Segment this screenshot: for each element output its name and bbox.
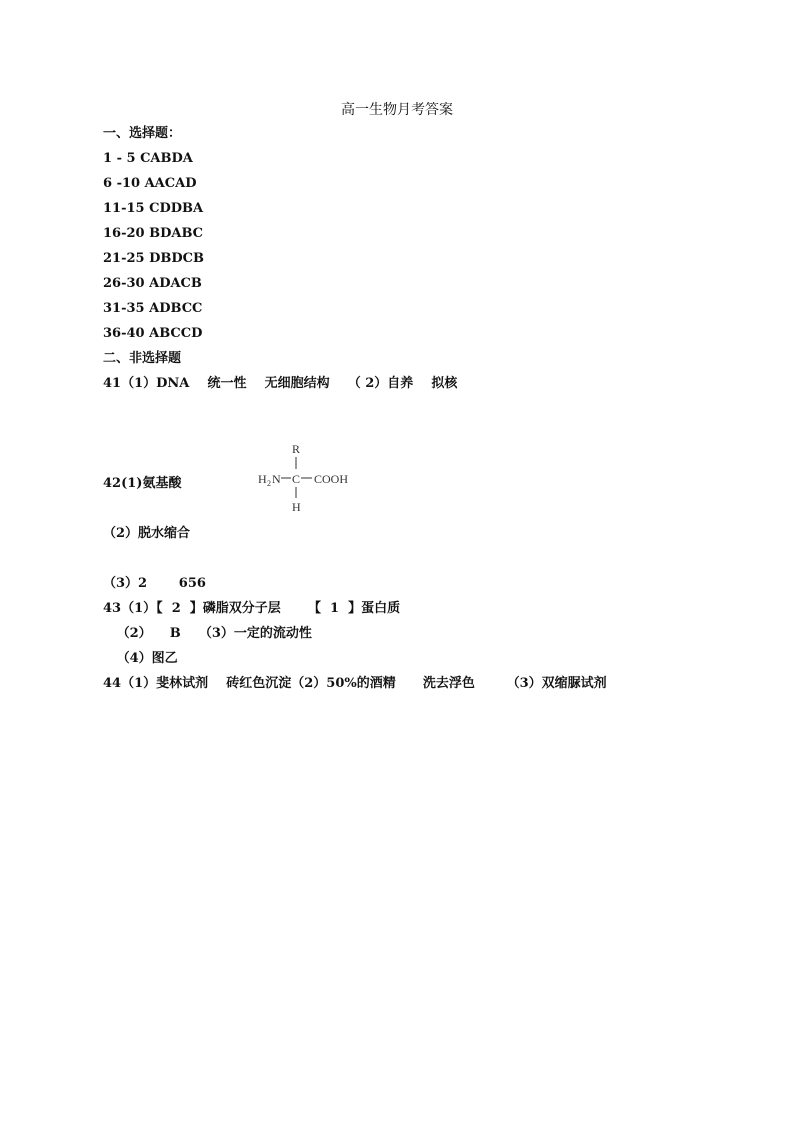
answer-line: 16-20 BDABC [103, 226, 204, 241]
formula-r-group: R [292, 442, 301, 456]
answer-q43-1: 43（1）【 2 】磷脂双分子层 【 1 】蛋白质 [103, 601, 401, 616]
answer-q41: 41（1）DNA 统一性 无细胞结构 （ 2）自养 拟核 [103, 376, 458, 391]
answer-line: 21-25 DBDCB [103, 251, 204, 266]
choice-heading: 一、选择题： [103, 126, 182, 141]
formula-subscript: 2 [267, 479, 271, 488]
answer-q42-3: （3）2 656 [103, 576, 206, 591]
formula-carboxyl: COOH [314, 472, 349, 486]
answer-line: 6 -10 AACAD [103, 176, 197, 191]
formula-n: N [272, 472, 281, 486]
answer-q43-2: （2） B （3）一定的流动性 [103, 626, 312, 641]
answer-line: 31-35 ADBCC [103, 301, 203, 316]
amino-acid-structural-formula [255, 440, 355, 515]
answer-q43-4: （4）图乙 [103, 651, 178, 666]
nonchoice-heading: 二、非选择题 [103, 351, 182, 366]
formula-carbon: C [292, 472, 301, 486]
page-title: 高一生物月考答案 [341, 102, 453, 118]
answer-q42-1: 42(1)氨基酸 [103, 476, 182, 491]
answer-line: 1 - 5 CABDA [103, 151, 193, 166]
answer-line: 36-40 ABCCD [103, 326, 203, 341]
formula-bottom-h: H [292, 500, 301, 514]
formula-h: H [258, 472, 267, 486]
answer-line: 11-15 CDDBA [103, 201, 204, 216]
answer-q42-2: （2）脱水缩合 [103, 526, 191, 541]
answer-line: 26-30 ADACB [103, 276, 202, 291]
answer-q44: 44（1）斐林试剂 砖红色沉淀（2）50%的酒精 洗去浮色 （3）双缩脲试剂 [103, 676, 607, 691]
